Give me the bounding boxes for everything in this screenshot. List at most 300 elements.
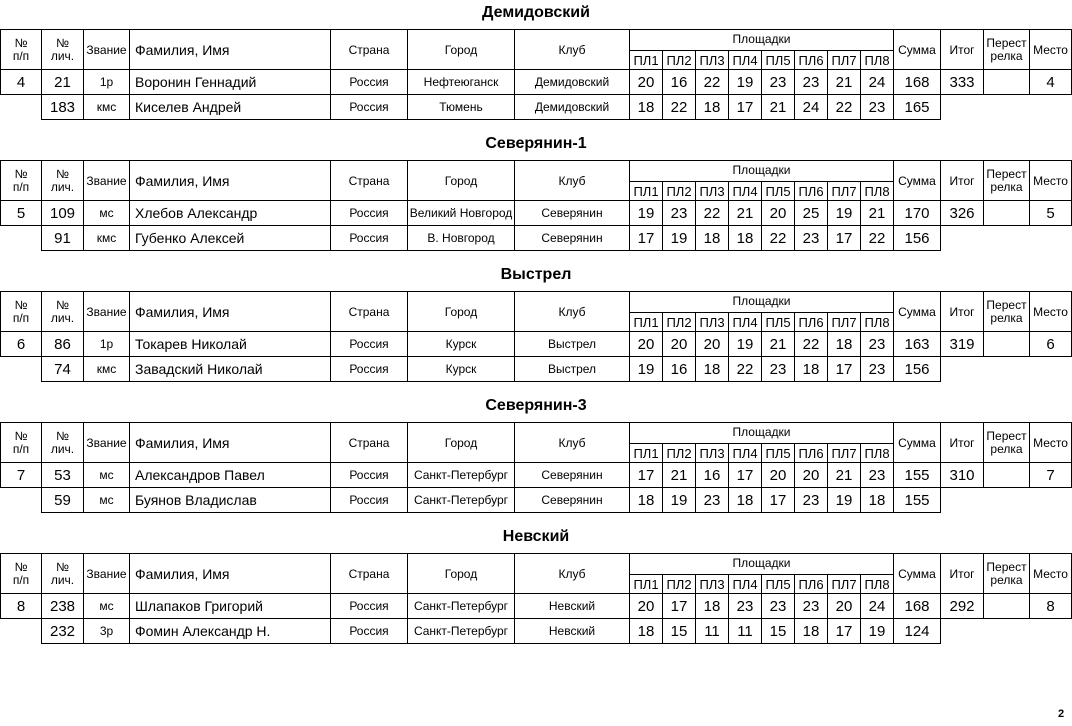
header-place: Место	[1029, 160, 1072, 201]
header-site-col: ПЛ3	[695, 181, 729, 201]
header-city: Город	[407, 160, 515, 201]
athlete-score: 22	[827, 94, 861, 120]
athlete-score: 19	[827, 200, 861, 226]
header-pp	[0, 553, 42, 594]
athlete-club: Невский	[514, 618, 630, 644]
athlete-rank: 1р	[83, 331, 130, 357]
athlete-lich: 183	[41, 94, 84, 120]
header-site-col: ПЛ1	[629, 181, 663, 201]
header-site-col: ПЛ4	[728, 443, 762, 463]
athlete-score: 22	[695, 200, 729, 226]
athlete-score: 22	[761, 225, 795, 251]
header-lich	[41, 29, 84, 70]
athlete-lich: 74	[41, 356, 84, 382]
header-country: Страна	[330, 160, 408, 201]
athlete-score: 17	[728, 462, 762, 488]
header-site-col: ПЛ5	[761, 443, 795, 463]
header-pp-line2: п/п	[12, 572, 30, 587]
athlete-score: 18	[629, 618, 663, 644]
athlete-lich: 238	[41, 593, 84, 619]
header-shootoff	[983, 29, 1030, 70]
athlete-score: 18	[794, 356, 828, 382]
header-shootoff-line1: Перест	[986, 166, 1027, 181]
team-shootoff	[983, 593, 1030, 619]
athlete-score: 11	[695, 618, 729, 644]
athlete-score: 23	[794, 69, 828, 95]
athlete-name: Губенко Алексей	[129, 225, 331, 251]
header-shootoff-line2: релка	[990, 310, 1023, 325]
athlete-country: Россия	[330, 69, 408, 95]
header-country: Страна	[330, 422, 408, 463]
header-pp	[0, 422, 42, 463]
athlete-lich: 21	[41, 69, 84, 95]
athlete-score: 20	[761, 200, 795, 226]
header-shootoff-line2: релка	[990, 48, 1023, 63]
header-site-col: ПЛ1	[629, 50, 663, 70]
athlete-score: 23	[695, 487, 729, 513]
athlete-score: 17	[662, 593, 696, 619]
athlete-score: 23	[761, 593, 795, 619]
header-lich-line1: №	[56, 297, 69, 312]
athlete-rank: мс	[83, 200, 130, 226]
header-pp-line1: №	[14, 166, 28, 181]
header-site-col: ПЛ7	[827, 50, 861, 70]
header-site-col: ПЛ4	[728, 50, 762, 70]
team-total: 326	[940, 200, 984, 226]
athlete-lich: 91	[41, 225, 84, 251]
header-site-col: ПЛ4	[728, 312, 762, 332]
athlete-score: 22	[860, 225, 894, 251]
header-lich-line1: №	[56, 35, 69, 50]
header-country: Страна	[330, 291, 408, 332]
header-site-col: ПЛ3	[695, 312, 729, 332]
athlete-score: 23	[662, 200, 696, 226]
team-total: 310	[940, 462, 984, 488]
header-total: Итог	[940, 291, 984, 332]
athlete-score: 17	[827, 225, 861, 251]
header-shootoff-line2: релка	[990, 441, 1023, 456]
athlete-score: 19	[629, 200, 663, 226]
athlete-city: Санкт-Петербург	[407, 593, 515, 619]
header-site-col: ПЛ1	[629, 312, 663, 332]
header-site-col: ПЛ6	[794, 443, 828, 463]
header-site-col: ПЛ6	[794, 312, 828, 332]
header-site-col: ПЛ7	[827, 443, 861, 463]
header-place: Место	[1029, 291, 1072, 332]
athlete-sum: 170	[893, 200, 941, 226]
header-sum: Сумма	[893, 422, 941, 463]
athlete-rank: 1р	[83, 69, 130, 95]
athlete-name: Киселев Андрей	[129, 94, 331, 120]
athlete-score: 23	[761, 356, 795, 382]
header-lich-line1: №	[56, 559, 69, 574]
header-site-col: ПЛ6	[794, 181, 828, 201]
header-shootoff	[983, 422, 1030, 463]
athlete-score: 22	[662, 94, 696, 120]
header-lich-line2: лич.	[50, 572, 75, 587]
header-shootoff	[983, 291, 1030, 332]
athlete-club: Северянин	[514, 462, 630, 488]
athlete-sum: 165	[893, 94, 941, 120]
athlete-name: Завадский Николай	[129, 356, 331, 382]
athlete-name: Фомин Александр Н.	[129, 618, 331, 644]
team-pp: 4	[0, 69, 42, 95]
header-site-col: ПЛ2	[662, 50, 696, 70]
athlete-rank: кмс	[83, 94, 130, 120]
header-club: Клуб	[514, 160, 630, 201]
athlete-score: 20	[629, 69, 663, 95]
team-title: Невский	[502, 528, 570, 545]
athlete-score: 18	[695, 94, 729, 120]
header-site-col: ПЛ2	[662, 574, 696, 594]
athlete-score: 17	[761, 487, 795, 513]
header-shootoff-line1: Перест	[986, 428, 1027, 443]
athlete-score: 18	[728, 225, 762, 251]
header-pp-line2: п/п	[12, 310, 30, 325]
team-pp: 5	[0, 200, 42, 226]
athlete-score: 24	[860, 593, 894, 619]
athlete-score: 23	[860, 331, 894, 357]
athlete-score: 17	[629, 225, 663, 251]
team-place: 4	[1029, 69, 1072, 95]
athlete-country: Россия	[330, 331, 408, 357]
athlete-name: Шлапаков Григорий	[129, 593, 331, 619]
athlete-sum: 163	[893, 331, 941, 357]
header-site-col: ПЛ1	[629, 574, 663, 594]
header-name: Фамилия, Имя	[129, 160, 331, 201]
header-site-col: ПЛ5	[761, 312, 795, 332]
team-pp: 8	[0, 593, 42, 619]
team-shootoff	[983, 331, 1030, 357]
athlete-score: 22	[695, 69, 729, 95]
athlete-lich: 86	[41, 331, 84, 357]
athlete-score: 19	[860, 618, 894, 644]
header-site-col: ПЛ3	[695, 50, 729, 70]
header-place: Место	[1029, 422, 1072, 463]
header-site-col: ПЛ7	[827, 574, 861, 594]
header-sites: Площадки	[629, 29, 894, 70]
athlete-city: Тюмень	[407, 94, 515, 120]
athlete-score: 21	[728, 200, 762, 226]
team-pp: 7	[0, 462, 42, 488]
team-title: Выстрел	[500, 266, 572, 283]
team-total: 319	[940, 331, 984, 357]
header-site-col: ПЛ8	[860, 181, 894, 201]
header-sum: Сумма	[893, 160, 941, 201]
athlete-score: 21	[827, 462, 861, 488]
team-title: Северянин-1	[485, 135, 587, 152]
athlete-score: 17	[827, 618, 861, 644]
header-site-col: ПЛ8	[860, 312, 894, 332]
athlete-score: 20	[662, 331, 696, 357]
header-country: Страна	[330, 553, 408, 594]
header-site-col: ПЛ4	[728, 574, 762, 594]
athlete-score: 21	[662, 462, 696, 488]
athlete-score: 18	[695, 225, 729, 251]
athlete-sum: 156	[893, 225, 941, 251]
header-lich-line1: №	[56, 428, 69, 443]
team-pp: 6	[0, 331, 42, 357]
header-country: Страна	[330, 29, 408, 70]
header-site-col: ПЛ5	[761, 181, 795, 201]
team-place: 6	[1029, 331, 1072, 357]
athlete-city: Великий Новгород	[407, 200, 515, 226]
header-city: Город	[407, 553, 515, 594]
header-club: Клуб	[514, 291, 630, 332]
header-site-col: ПЛ2	[662, 312, 696, 332]
header-rank: Звание	[83, 29, 130, 70]
header-sum: Сумма	[893, 29, 941, 70]
athlete-score: 24	[794, 94, 828, 120]
athlete-sum: 168	[893, 69, 941, 95]
athlete-country: Россия	[330, 356, 408, 382]
team-total: 292	[940, 593, 984, 619]
header-name: Фамилия, Имя	[129, 291, 331, 332]
athlete-country: Россия	[330, 94, 408, 120]
athlete-lich: 53	[41, 462, 84, 488]
athlete-score: 23	[794, 487, 828, 513]
athlete-score: 23	[761, 69, 795, 95]
header-shootoff-line1: Перест	[986, 35, 1027, 50]
athlete-score: 18	[860, 487, 894, 513]
athlete-score: 18	[629, 487, 663, 513]
header-city: Город	[407, 422, 515, 463]
athlete-score: 18	[794, 618, 828, 644]
header-total: Итог	[940, 160, 984, 201]
athlete-country: Россия	[330, 593, 408, 619]
athlete-lich: 109	[41, 200, 84, 226]
header-club: Клуб	[514, 29, 630, 70]
page-number: 2	[1058, 708, 1065, 720]
header-shootoff-line1: Перест	[986, 559, 1027, 574]
header-site-col: ПЛ7	[827, 181, 861, 201]
header-shootoff-line2: релка	[990, 179, 1023, 194]
header-site-col: ПЛ2	[662, 181, 696, 201]
header-total: Итог	[940, 553, 984, 594]
athlete-club: Северянин	[514, 200, 630, 226]
team-title: Демидовский	[482, 4, 590, 21]
athlete-score: 23	[860, 462, 894, 488]
team-shootoff	[983, 200, 1030, 226]
header-place: Место	[1029, 553, 1072, 594]
athlete-lich: 59	[41, 487, 84, 513]
athlete-score: 18	[827, 331, 861, 357]
athlete-lich: 232	[41, 618, 84, 644]
header-lich-line1: №	[56, 166, 69, 181]
header-site-col: ПЛ8	[860, 50, 894, 70]
header-site-col: ПЛ3	[695, 574, 729, 594]
athlete-club: Невский	[514, 593, 630, 619]
athlete-name: Александров Павел	[129, 462, 331, 488]
athlete-score: 23	[860, 94, 894, 120]
athlete-city: В. Новгород	[407, 225, 515, 251]
athlete-score: 21	[860, 200, 894, 226]
athlete-score: 24	[860, 69, 894, 95]
athlete-score: 23	[860, 356, 894, 382]
athlete-score: 19	[728, 331, 762, 357]
athlete-city: Курск	[407, 331, 515, 357]
header-name: Фамилия, Имя	[129, 553, 331, 594]
header-shootoff	[983, 553, 1030, 594]
athlete-score: 21	[761, 94, 795, 120]
header-site-col: ПЛ6	[794, 50, 828, 70]
header-lich-line2: лич.	[50, 48, 75, 63]
header-rank: Звание	[83, 422, 130, 463]
header-pp-line1: №	[14, 559, 28, 574]
header-site-col: ПЛ5	[761, 50, 795, 70]
header-club: Клуб	[514, 422, 630, 463]
athlete-score: 21	[827, 69, 861, 95]
athlete-sum: 155	[893, 462, 941, 488]
header-sites: Площадки	[629, 291, 894, 332]
team-place: 7	[1029, 462, 1072, 488]
header-sites: Площадки	[629, 422, 894, 463]
team-shootoff	[983, 462, 1030, 488]
header-lich-line2: лич.	[50, 441, 75, 456]
header-site-col: ПЛ8	[860, 574, 894, 594]
athlete-club: Выстрел	[514, 356, 630, 382]
header-lich	[41, 291, 84, 332]
header-site-col: ПЛ5	[761, 574, 795, 594]
athlete-score: 16	[662, 69, 696, 95]
team-shootoff	[983, 69, 1030, 95]
header-rank: Звание	[83, 553, 130, 594]
athlete-score: 16	[695, 462, 729, 488]
header-pp-line1: №	[14, 428, 28, 443]
athlete-score: 22	[728, 356, 762, 382]
header-lich-line2: лич.	[50, 179, 75, 194]
athlete-score: 19	[629, 356, 663, 382]
header-rank: Звание	[83, 160, 130, 201]
athlete-score: 19	[728, 69, 762, 95]
athlete-rank: кмс	[83, 356, 130, 382]
athlete-score: 23	[794, 225, 828, 251]
header-total: Итог	[940, 422, 984, 463]
athlete-sum: 155	[893, 487, 941, 513]
header-shootoff	[983, 160, 1030, 201]
header-lich	[41, 422, 84, 463]
header-site-col: ПЛ4	[728, 181, 762, 201]
athlete-score: 23	[728, 593, 762, 619]
header-place: Место	[1029, 29, 1072, 70]
athlete-score: 17	[728, 94, 762, 120]
header-site-col: ПЛ6	[794, 574, 828, 594]
athlete-name: Токарев Николай	[129, 331, 331, 357]
athlete-score: 18	[695, 356, 729, 382]
athlete-score: 17	[827, 356, 861, 382]
athlete-score: 19	[662, 225, 696, 251]
athlete-city: Санкт-Петербург	[407, 462, 515, 488]
athlete-rank: мс	[83, 462, 130, 488]
athlete-score: 25	[794, 200, 828, 226]
header-site-col: ПЛ7	[827, 312, 861, 332]
athlete-score: 18	[629, 94, 663, 120]
header-sites: Площадки	[629, 160, 894, 201]
header-sum: Сумма	[893, 553, 941, 594]
athlete-city: Курск	[407, 356, 515, 382]
athlete-rank: мс	[83, 487, 130, 513]
athlete-country: Россия	[330, 487, 408, 513]
athlete-score: 20	[629, 593, 663, 619]
athlete-score: 16	[662, 356, 696, 382]
header-lich	[41, 160, 84, 201]
header-pp	[0, 160, 42, 201]
athlete-score: 19	[827, 487, 861, 513]
athlete-country: Россия	[330, 225, 408, 251]
athlete-rank: 3р	[83, 618, 130, 644]
team-place: 5	[1029, 200, 1072, 226]
header-pp	[0, 29, 42, 70]
header-rank: Звание	[83, 291, 130, 332]
athlete-score: 18	[695, 593, 729, 619]
athlete-score: 21	[761, 331, 795, 357]
header-pp	[0, 291, 42, 332]
header-site-col: ПЛ3	[695, 443, 729, 463]
athlete-name: Хлебов Александр	[129, 200, 331, 226]
athlete-score: 22	[794, 331, 828, 357]
athlete-score: 18	[728, 487, 762, 513]
header-total: Итог	[940, 29, 984, 70]
athlete-score: 20	[629, 331, 663, 357]
athlete-sum: 168	[893, 593, 941, 619]
athlete-name: Воронин Геннадий	[129, 69, 331, 95]
header-site-col: ПЛ8	[860, 443, 894, 463]
athlete-sum: 156	[893, 356, 941, 382]
athlete-score: 23	[794, 593, 828, 619]
header-pp-line2: п/п	[12, 179, 30, 194]
header-city: Город	[407, 291, 515, 332]
athlete-sum: 124	[893, 618, 941, 644]
team-total: 333	[940, 69, 984, 95]
header-name: Фамилия, Имя	[129, 422, 331, 463]
athlete-city: Санкт-Петербург	[407, 618, 515, 644]
header-pp-line2: п/п	[12, 48, 30, 63]
header-pp-line1: №	[14, 35, 28, 50]
header-city: Город	[407, 29, 515, 70]
athlete-score: 20	[761, 462, 795, 488]
header-sum: Сумма	[893, 291, 941, 332]
athlete-score: 19	[662, 487, 696, 513]
header-site-col: ПЛ1	[629, 443, 663, 463]
header-club: Клуб	[514, 553, 630, 594]
athlete-club: Северянин	[514, 487, 630, 513]
athlete-score: 17	[629, 462, 663, 488]
athlete-score: 11	[728, 618, 762, 644]
header-site-col: ПЛ2	[662, 443, 696, 463]
athlete-score: 15	[662, 618, 696, 644]
athlete-score: 20	[827, 593, 861, 619]
athlete-score: 15	[761, 618, 795, 644]
athlete-city: Санкт-Петербург	[407, 487, 515, 513]
athlete-club: Демидовский	[514, 69, 630, 95]
athlete-club: Северянин	[514, 225, 630, 251]
header-shootoff-line2: релка	[990, 572, 1023, 587]
header-name: Фамилия, Имя	[129, 29, 331, 70]
athlete-name: Буянов Владислав	[129, 487, 331, 513]
athlete-club: Выстрел	[514, 331, 630, 357]
header-pp-line2: п/п	[12, 441, 30, 456]
athlete-rank: мс	[83, 593, 130, 619]
team-place: 8	[1029, 593, 1072, 619]
athlete-score: 20	[695, 331, 729, 357]
header-shootoff-line1: Перест	[986, 297, 1027, 312]
team-title: Северянин-3	[485, 397, 587, 414]
athlete-city: Нефтеюганск	[407, 69, 515, 95]
athlete-club: Демидовский	[514, 94, 630, 120]
header-pp-line1: №	[14, 297, 28, 312]
athlete-country: Россия	[330, 200, 408, 226]
header-lich-line2: лич.	[50, 310, 75, 325]
